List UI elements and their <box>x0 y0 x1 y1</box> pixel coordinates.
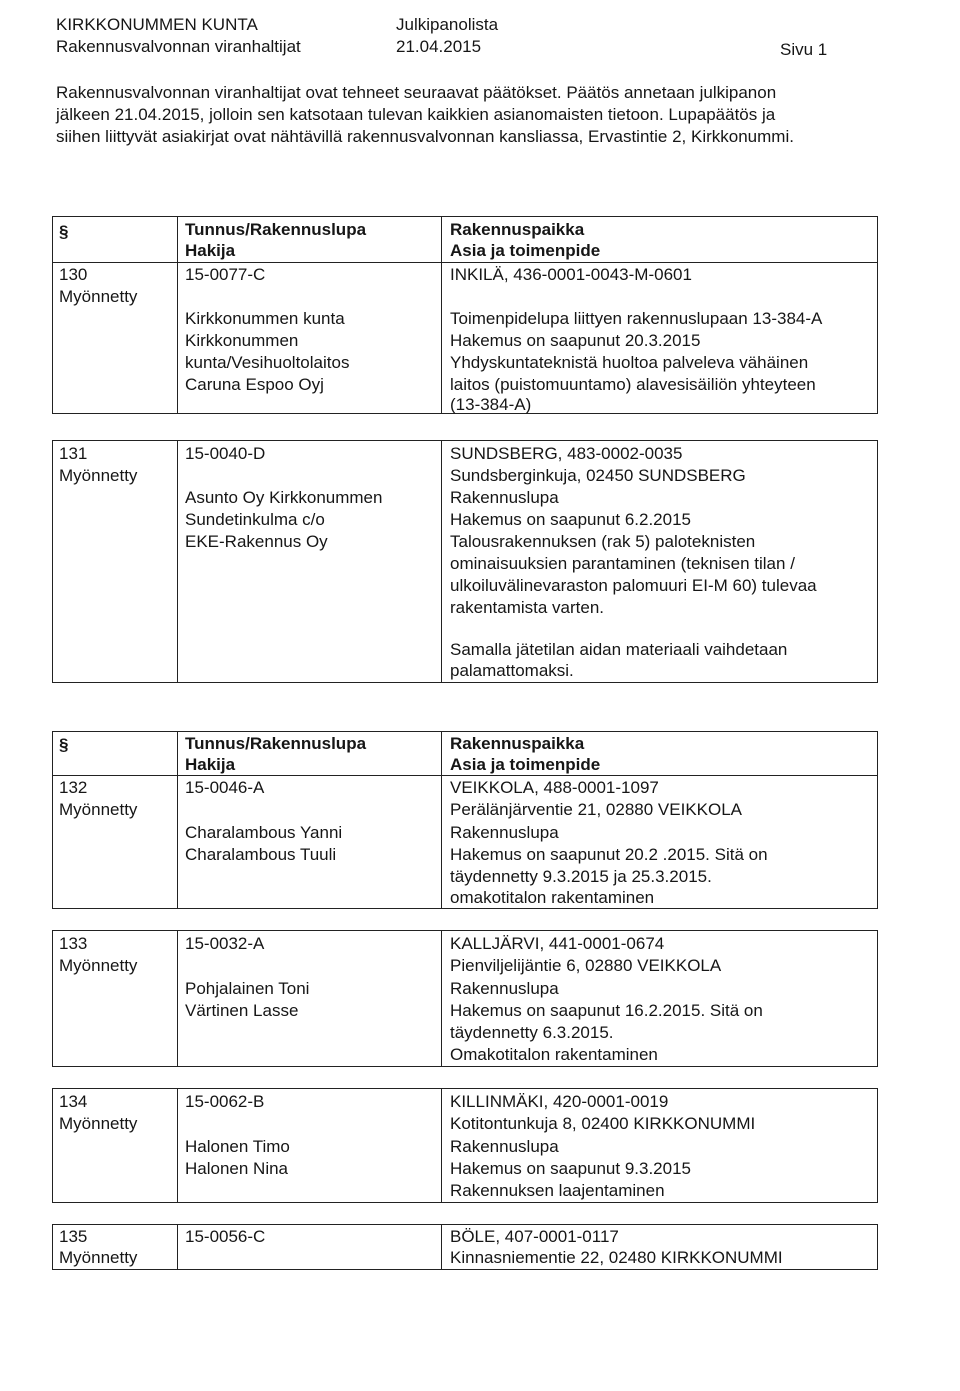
applicant-line: Caruna Espoo Oyj <box>185 375 324 394</box>
col-header-applicant: Hakija <box>185 755 236 774</box>
applicant-line: Halonen Nina <box>185 1159 289 1178</box>
applicant-line: Värtinen Lasse <box>185 1001 299 1020</box>
detail-line: Hakemus on saapunut 6.2.2015 <box>450 510 692 529</box>
applicant-line: Pohjalainen Toni <box>185 979 310 998</box>
section-symbol: § <box>59 222 69 241</box>
entry-number: 131 <box>59 444 88 463</box>
detail-line: Hakemus on saapunut 16.2.2015. Sitä on <box>450 1001 763 1020</box>
detail-line: ominaisuuksien parantaminen (teknisen tilan / <box>450 554 795 573</box>
location-line: Sundsberginkuja, 02450 SUNDSBERG <box>450 466 746 485</box>
location-line: KILLINMÄKI, 420-0001-0019 <box>450 1092 669 1111</box>
intro-line: jälkeen 21.04.2015, jolloin sen katsotaan tulevan kaikkien asianomaisten tietoon. Lupapäätös ja <box>56 105 776 124</box>
section-symbol: § <box>59 735 69 754</box>
applicant-line: Kirkkonummen kunta <box>185 309 345 328</box>
detail-line: Rakennuslupa <box>450 488 559 507</box>
detail-line: Talousrakennuksen (rak 5) paloteknisten <box>450 532 756 551</box>
permit-id: 15-0040-D <box>185 444 266 463</box>
location-line: Kinnasniementie 22, 02480 KIRKKONUMMI <box>450 1248 783 1267</box>
decision-table-5 <box>52 1088 878 1203</box>
applicant-line: kunta/Vesihuoltolaitos <box>185 353 350 372</box>
detail-line: Rakennuksen laajentaminen <box>450 1181 665 1200</box>
entry-status: Myönnetty <box>59 956 138 975</box>
applicant-line: EKE-Rakennus Oy <box>185 532 328 551</box>
col-header-permit: Tunnus/Rakennuslupa <box>185 734 367 753</box>
entry-number: 130 <box>59 265 88 284</box>
detail-line: (13-384-A) <box>450 395 532 414</box>
applicant-line: Asunto Oy Kirkkonummen <box>185 488 383 507</box>
permit-id: 15-0077-C <box>185 265 266 284</box>
col-header-location: Rakennuspaikka <box>450 734 585 753</box>
permit-id: 15-0056-C <box>185 1227 266 1246</box>
location-line: SUNDSBERG, 483-0002-0035 <box>450 444 683 463</box>
col-header-action: Asia ja toimenpide <box>450 755 601 774</box>
location-line: Kotitontunkuja 8, 02400 KIRKKONUMMI <box>450 1114 756 1133</box>
document-date: 21.04.2015 <box>396 37 482 56</box>
location-line: Pienviljelijäntie 6, 02880 VEIKKOLA <box>450 956 722 975</box>
decision-table-4 <box>52 930 878 1067</box>
location-line: BÖLE, 407-0001-0117 <box>450 1227 619 1246</box>
decision-table-1 <box>52 216 878 414</box>
entry-status: Myönnetty <box>59 800 138 819</box>
entry-number: 134 <box>59 1092 88 1111</box>
detail-line: rakentamista varten. <box>450 598 605 617</box>
detail-line: Rakennuslupa <box>450 979 559 998</box>
detail-line: Samalla jätetilan aidan materiaali vaihdetaan <box>450 640 788 659</box>
page-number: Sivu 1 <box>780 40 828 59</box>
applicant-line: Kirkkonummen <box>185 331 299 350</box>
detail-line: täydennetty 6.3.2015. <box>450 1023 614 1042</box>
detail-line: palamattomaksi. <box>450 661 574 680</box>
detail-line: Hakemus on saapunut 9.3.2015 <box>450 1159 692 1178</box>
col-header-location: Rakennuspaikka <box>450 220 585 239</box>
entry-status: Myönnetty <box>59 466 138 485</box>
detail-line: Toimenpidelupa liittyen rakennuslupaan 13-384-A <box>450 309 823 328</box>
col-header-permit: Tunnus/Rakennuslupa <box>185 220 367 239</box>
location-line: KALLJÄRVI, 441-0001-0674 <box>450 934 665 953</box>
intro-paragraph <box>56 82 936 148</box>
detail-line: täydennetty 9.3.2015 ja 25.3.2015. <box>450 867 712 886</box>
applicant-line: Sundetinkulma c/o <box>185 510 325 529</box>
entry-number: 132 <box>59 778 88 797</box>
location-line: Perälänjärventie 21, 02880 VEIKKOLA <box>450 800 743 819</box>
intro-line: siihen liittyvät asiakirjat ovat nähtävillä rakennusvalvonnan kansliassa, Ervastintie 2, Kirkkonummi. <box>56 127 794 146</box>
location-line: INKILÄ, 436-0001-0043-M-0601 <box>450 265 692 284</box>
document-type: Julkipanolista <box>396 15 499 34</box>
entry-status: Myönnetty <box>59 1114 138 1133</box>
col-header-applicant: Hakija <box>185 241 236 260</box>
decision-table-2 <box>52 440 878 683</box>
decision-table-3 <box>52 731 878 909</box>
detail-line: Rakennuslupa <box>450 823 559 842</box>
detail-line: Hakemus on saapunut 20.3.2015 <box>450 331 701 350</box>
location-line: VEIKKOLA, 488-0001-1097 <box>450 778 659 797</box>
permit-id: 15-0046-A <box>185 778 265 797</box>
detail-line: omakotitalon rakentaminen <box>450 888 655 907</box>
detail-line: Yhdyskuntateknistä huoltoa palveleva vähäinen <box>450 353 809 372</box>
applicant-line: Charalambous Tuuli <box>185 845 337 864</box>
permit-id: 15-0032-A <box>185 934 265 953</box>
unit-name: Rakennusvalvonnan viranhaltijat <box>56 37 301 56</box>
entry-number: 133 <box>59 934 88 953</box>
col-header-action: Asia ja toimenpide <box>450 241 601 260</box>
detail-line: Omakotitalon rakentaminen <box>450 1045 658 1064</box>
entry-number: 135 <box>59 1227 88 1246</box>
entry-status: Myönnetty <box>59 287 138 306</box>
detail-line: ulkoiluvälinevaraston palomuuri EI-M 60) tulevaa <box>450 576 817 595</box>
org-name: KIRKKONUMMEN KUNTA <box>56 15 258 34</box>
entry-status: Myönnetty <box>59 1248 138 1267</box>
applicant-line: Charalambous Yanni <box>185 823 343 842</box>
permit-id: 15-0062-B <box>185 1092 265 1111</box>
applicant-line: Halonen Timo <box>185 1137 290 1156</box>
detail-line: laitos (puistomuuntamo) alavesisäiliön yhteyteen <box>450 375 816 394</box>
detail-line: Rakennuslupa <box>450 1137 559 1156</box>
detail-line: Hakemus on saapunut 20.2 .2015. Sitä on <box>450 845 768 864</box>
intro-line: Rakennusvalvonnan viranhaltijat ovat tehneet seuraavat päätökset. Päätös annetaan julkipanon <box>56 83 777 102</box>
decision-table-6 <box>52 1224 878 1270</box>
